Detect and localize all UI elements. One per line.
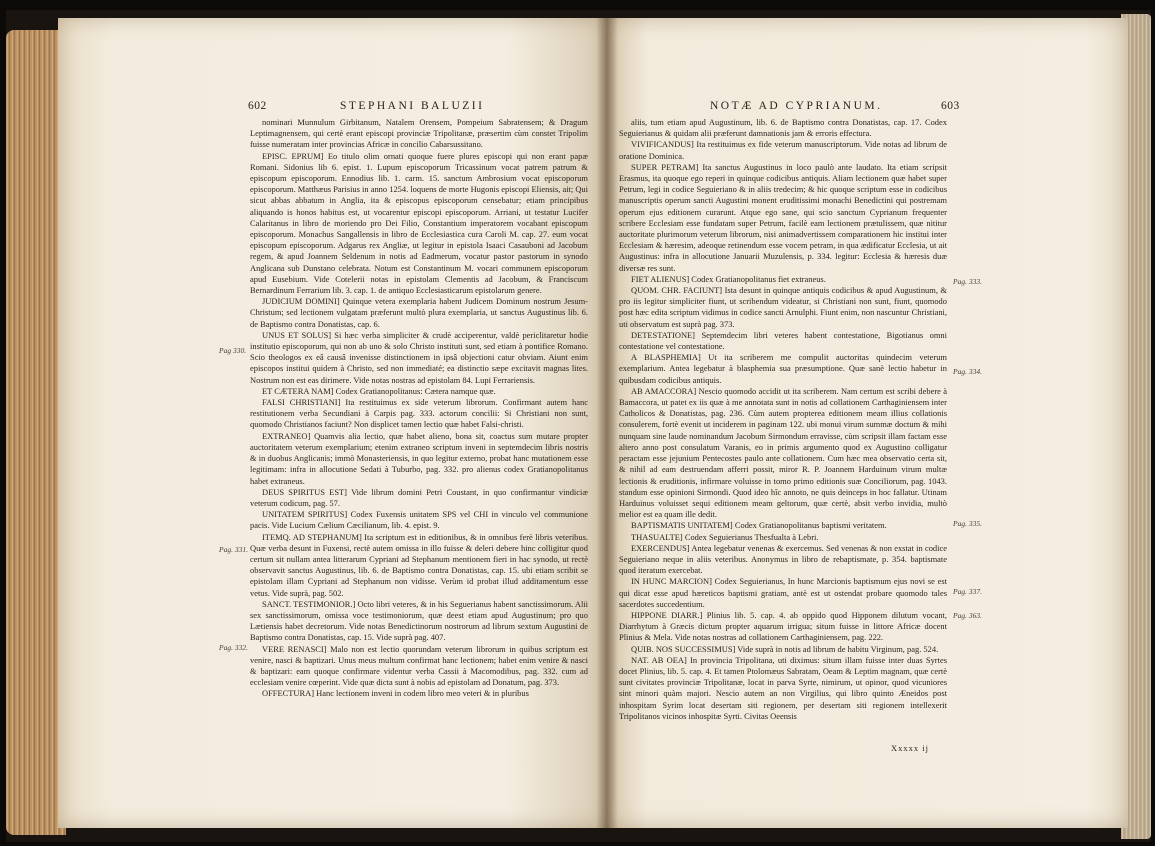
paragraph: FIET ALIENUS] Codex Gratianopolitanus fiet extraneus. <box>631 273 826 284</box>
paragraph: NAT. AB OEA] In provincia Tripolitana, uti diximus: situm illam fuisse inter duas Syrtes docet Plinius, lib. 5. cap. 4. Et tamen Ptolomæus Sabratam, Oeam & Leptim magnam, quæ certè sunt civitates provinciæ Tripolitanæ, locat in parva Syrte, nimirum, ut opinor, quod vicuniores sint minori quàm majori. Nescio autem an non Virgilius, qui libro quinto Æneidos post inhospitam Syrim locat desertam siti regionem, per desertam siti regionem intellexerit Tripolitanos vicinos inhospitæ Syrti. Civitas Oeensis <box>619 654 947 721</box>
paragraph: OFFECTURA] Hanc lectionem inveni in codem libro meo veteri & in pluribus <box>262 688 529 699</box>
paragraph: IN HUNC MARCION] Codex Seguierianus, In hunc Marcionis baptismum ejus novi se est qui dicat esse apud hæreticos baptismi gratiam, antè est ut ostendat probare quomodo tales sacerdotes succedentium. <box>619 576 947 609</box>
open-book <box>6 10 1151 842</box>
page-edges-left <box>6 30 66 835</box>
paragraph: DEUS SPIRITUS EST] Vide librum domini Petri Coustant, in quo confirmantur vindiciæ veterum codicum, pag. 57. <box>250 486 588 508</box>
paragraph: QUIB. NOS SUCCESSIMUS] Vide suprà in notis ad librum de habitu Virginum, pag. 524. <box>631 643 939 654</box>
running-title: NOTÆ AD CYPRIANUM. <box>710 100 883 112</box>
right-body-text <box>619 117 947 797</box>
paragraph: JUDICIUM DOMINI] Quinque vetera exemplaria habent Judicem Dominum nostrum Jesum-Christum; sed lectionem vulgatam præferunt multò plura exemplaria, ut sanctus Augustinus lib. 6. de Baptismo contra Donatistas, cap. 6. <box>250 296 588 329</box>
paragraph: nominari Munnulum Girbitanum, Natalem Orensem, Pompeium Sabratensem; & Dragum Leptimagnensem, qui certè erant episcopi provinciæ Tripolitanæ, præsertim cùm constet Tripolim fuisse numeratam inter provincias Africæ in concilio Cabarsussitano. <box>250 117 588 150</box>
paragraph: UNITATEM SPIRITUS] Codex Fuxensis unitatem SPS vel CHI in vinculo vel communione pacis. Vide Lucium Cælium Cæcilianum, lib. 4. epist. 9. <box>250 509 588 531</box>
left-body-text <box>250 117 588 829</box>
margin-note: Pag. 332. <box>219 643 248 652</box>
paragraph: A BLASPHEMIA] Ut ita scriberem me compulit auctoritas quindecim veterum exemplarium. Antea legebatur à blasphemia sua præsumptione. Quæ sanè lectio habetur in quibusdam codicibus antiquis. <box>619 352 947 385</box>
paragraph: BAPTISMATIS UNITATEM] Codex Gratianopolitanus baptismi veritatem. <box>631 520 887 531</box>
margin-note: Pag. 363. <box>953 611 982 620</box>
paragraph: THASUALTE] Codex Seguierianus Thesfualta à Lebri. <box>631 531 819 542</box>
margin-note: Pag. 333. <box>953 277 982 286</box>
margin-note: Pag. 335. <box>953 519 982 528</box>
paragraph: HIPPONE DIARR.] Plinius lib. 5. cap. 4. ab oppido quod Hipponem dilutum vocant, Diarrhytum à Græcis dictum propter aquarum irrigua; situm fuisse in littore Africæ docent Plinius & Mela. Vide notas nostras ad collationem Carthaginiensem, pag. 222. <box>619 609 947 643</box>
page-number: 602 <box>248 100 267 112</box>
paragraph: ET CÆTERA NAM] Codex Gratianopolitanus: Cætera namque quæ. <box>262 385 496 396</box>
paragraph: QUOM. CHR. FACIUNT] Ista desunt in quinque antiquis codicibus & apud Augustinum, & pro iis legitur simpliciter fiunt, ut scribendum videatur, si Christiani non sunt, fiunt, quomodo post hæc edita scriptum vidimus in codice sancti Arnulphi. Fiunt enim, non nascuntur Christiani, uti observatum est suprà pag. 373. <box>619 285 947 329</box>
paragraph: AB AMACCORA] Nescio quomodo accidit ut ita scriberem. Nam certum est scribi debere à Bamaccora, ut patet ex iis quæ à me annotata sunt in notis ad collationem Carthaginiensem inter Catholicos & Donatistas, pag. 236. Cùm autem propterea editionem meam illius collationis consulerem, fortè evenit ut inciderem in paginam 122. ubi monui virum summæ doctum & mihi nunquam sine laude nominandum Jacobum Sirmondum erravisse, cùm scripsit illam factam esse altero anno post consulatum Varanis, eo in primis argumento quod ex Augustino colligatur peractam esse jejunium Pentecostes paulo ante collationem. Cum hæc mea observatio certa sit, & nihil ad eam destruendam afferri possit, miror R. P. Joannem Harduinum virum multæ lectionis & eruditionis, infirmare voluisse in tomo primo editionis suæ Conciliorum, pag. 1043. standum esse opinioni Sirmondi. Quod ideo hîc annoto, ne quis deinceps in hoc fallatur. Utinam Harduinus voluisset sequi editionem meam geltorum, quæ certè, absit verbo invidia, multò melior est ea quam ille dedit. <box>619 385 947 520</box>
paragraph: FALSI CHRISTIANI] Ita restituimus ex side veterum librorum. Confirmant autem hanc restitutionem verba Secundiani à Carpis pag. 333. actorum concilii: Si Christiani non sunt, quomodo Christianos faciunt? Non displicet tamen lectio quæ habet Falsi-christi. <box>250 397 588 430</box>
paragraph: SANCT. TESTIMONIOR.] Octo libri veteres, & in his Seguerianus habent sanctissimorum. Alii sex sanctissimorum, omissa voce testimoniorum, quæ deest etiam apud Augustinum; pro quo Lætiensis habet decretorum. Vide notas Benedictinorum nostrorum ad librum sextum Augustini de Baptismo contra Donatistas, cap. 15. Vide suprà pag. 407. <box>250 598 588 643</box>
left-page <box>58 18 606 828</box>
paragraph: SUPER PETRAM] Ita sanctus Augustinus in loco paulò ante laudato. Ita etiam scripsit Erasmus, ita quoque ego reperi in quinque codicibus antiquis. Aliam lectionem quæ habet super Petrum, legi in codice Seguieriano & in aliis tredecim; & hic quoque scriptum esse in codicibus manuscriptis operum sancti Augustini monent eruditissimi monachi Benedictini qui postremam operum ejus editionem curarunt. Atque ego sane, qui scio sanctum Cyprianum frequenter scribere Ecclesiam esse fundatam super Petrum, facilè eam lectionem prætulissem, quæ nititur auctoritate plurimorum veterum librorum, nisi animadvertissem comparationem hic institui inter Ecclesiam & hæresim, adeoque retinendum esse vocem petram, in qua ædificatur Ecclesia, ut ait Augustinus: infra in allocutione Januarii Muzulensis, p. 334. legitur: Ecclesia & hæresis duæ diversæ res sunt. <box>619 161 947 273</box>
paragraph: aliis, tum etiam apud Augustinum, lib. 6. de Baptismo contra Donatistas, cap. 17. Codex Seguierianus & quidam alii præferunt damnationis jam & erroris effectura. <box>619 117 947 139</box>
margin-note: Pag. 337. <box>953 587 982 596</box>
page-number: 603 <box>941 100 960 112</box>
paragraph: EXERCENDUS] Antea legebatur venenas & exercemus. Sed venenas & non exstat in codice Seguieriano neque in aliis veteribus. Anonymus in libro de rebaptismate, p. 354. baptismate quod iteratum exercebat. <box>619 542 947 576</box>
paragraph: VIVIFICANDUS] Ita restituimus ex fide veterum manuscriptorum. Vide notas ad librum de oratione Dominica. <box>619 139 947 161</box>
margin-note: Pag. 334. <box>953 367 982 376</box>
paragraph: DETESTATIONE] Septemdecim libri veteres habent contestatione, Bigotianus omni contestatione vel contestatione. <box>619 329 947 352</box>
book-gutter <box>596 18 618 828</box>
right-page <box>606 18 1128 828</box>
margin-note: Pag 330. <box>219 346 247 355</box>
running-title: STEPHANI BALUZII <box>340 100 485 112</box>
paragraph: VERE RENASCI] Malo non est lectio quorundam veterum librorum in quibus scriptum est venire, nasci & baptizari. Unus meus multum confirmat hanc lectionem; habet enim venire & nasci & baptizari: eam quoque confirmare videntur verba Cassii à Macomodibus, pag. 332. cum ad ecclesiam venire cœperint. Vide quæ dicta sunt à nobis ad epistolam ad Donatum, pag. 373. <box>250 643 588 688</box>
paragraph: UNUS ET SOLUS] Si hæc verba simpliciter & crudè acciperentur, valdè periclitaretur hodie institutio episcoporum, qui non ab uno & solo Christo instituti sunt, sed etiam à pontifice Romano. Scio theologos ex eâ causâ invenisse distinctionem in ipsâ objectioni catur obviam. Aiunt enim episcopos institui quidem à Christo, sed non immediaté; ea distinctio sæpe excitavit magnas lites. Nostrum non est eas dirimere. Vide notas nostras ad epistolam 84. Lupi Ferrariensis. <box>250 329 588 385</box>
margin-note: Pag. 331. <box>219 545 248 554</box>
paragraph: EXTRANEO] Quamvis alia lectio, quæ habet alieno, bona sit, coactus sum mutare propter auctoritatem veterum exemplarium; etenim extraneo scriptum inveni in septemdecim libris nostris & in duobus Anglicanis; immò Monasteriensis, in quo legitur externo, probat hanc mutationem esse legitimam: infra in allocutione Sedati à Tuburbo, pag. 332. pro alienus codex Gratianopolitanus habet extraneus. <box>250 430 588 486</box>
paragraph: EPISC. EPRUM] Eo titulo olim ornati quoque fuere plures episcopi qui non erant papæ Romani. Sidonius lib 6. epist. 1. Lupum episcoporum Tricassinum vocat patrem patrum & episcopum episcoporum. Ennodius lib. 1. carm. 15. sanctum Ambrosium vocat episcoporum episcoporum. Matthæus Parisius in anno 1254. loquens de morte Hugonis episcopi Eliensis, ait; Qui sicut abbas abbatum in Anglia, ita & episcopus episcoporum censebatur; etiam principibus aliquando is honos habitus est, ut vocarentur episcopi episcoporum. Arriani, ut testatur Lucifer Calaritanus in libro de moriendo pro Dei Filio, Constantium imperatorem vocabant episcopum episcoporum. Monachus Sangallensis in libro de Ecclesiastica cura Caroli M. cap. 27. eum vocat episcopum episcoporum. Adgarus rex Angliæ, ut legitur in epistola Isaaci Casauboni ad Jacobum regem, & apud Joannem Seldenum in notis ad Eadmerum, vocatur pastor pastorum in synodo Anglicana sub Dunstano celebrata. Notum est Constantinum M. vocari communem episcoporum apud Eusebium. Vide Cotelerii notas in epistolam Clementis ad Jacobum, & Franciscum Bernardinum Ferrarium lib. 3. cap. 1. de antiquo Ecclesiasticarum epistolarum genere. <box>250 150 588 296</box>
signature-mark: Xxxxx ij <box>891 743 929 753</box>
paragraph: ITEMQ. AD STEPHANUM] Ita scriptum est in editionibus, & in omnibus ferè libris veteribus. Quæ verba desunt in Fuxensi, rectè autem omissa in illo fuisse & deleri debere hinc colligitur quod certum sit nullam antea litterarum Cypriani ad Stephanum mentionem fieri in hac synodo, ut rectè observavit sanctus Augustinus, lib. 6. de Baptismo contra Donatistas, cap. 15. ubi etiam scribit se epistolam illam Cypriani ad Stephanum non vidisse. Verùm id probat illud additamentum esse vetus. Vide suprà, pag. 502. <box>250 531 588 598</box>
